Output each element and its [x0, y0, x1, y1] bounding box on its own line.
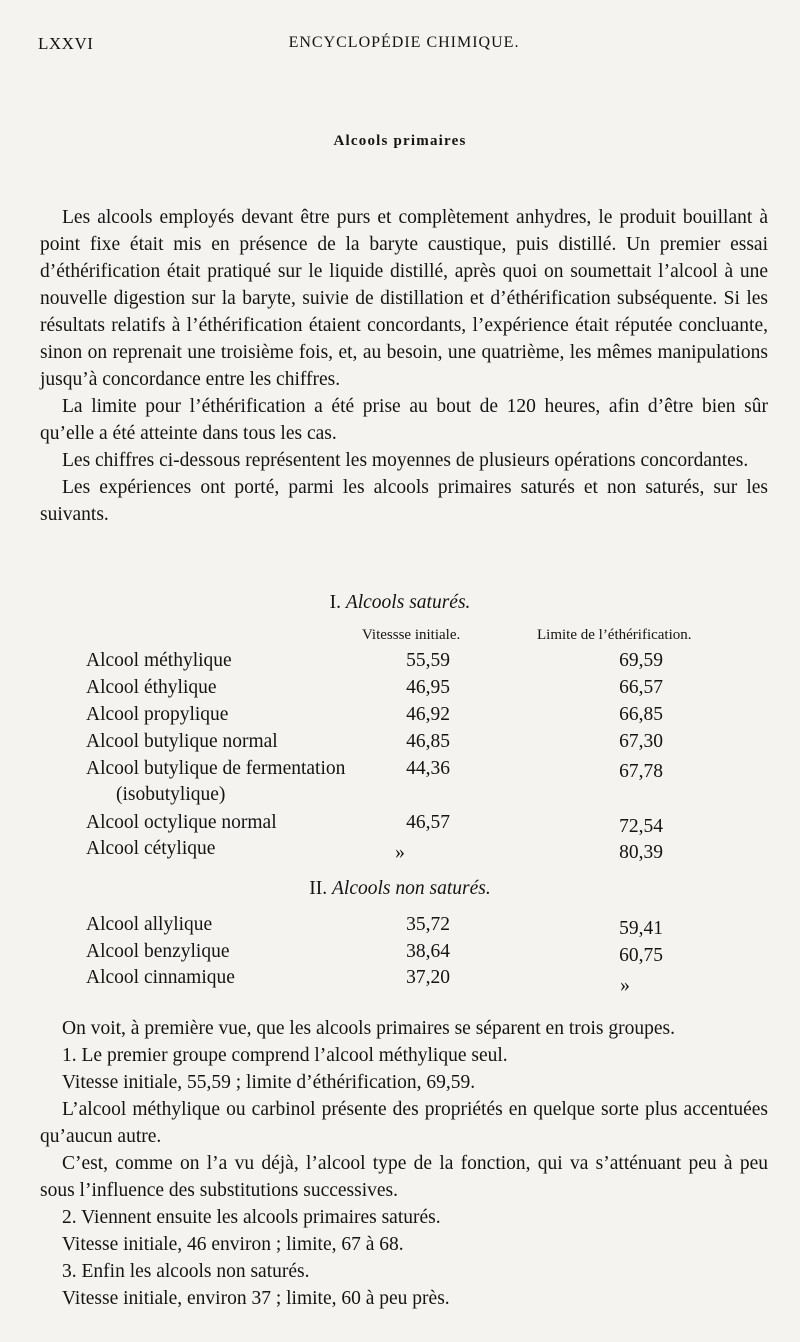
table-row — [0, 812, 800, 838]
group-heading — [0, 592, 800, 614]
alcohol-name: Alcool éthylique — [86, 677, 217, 698]
alcohol-name: Alcool allylique — [86, 914, 213, 935]
alcohol-name: Alcool butylique normal — [86, 731, 278, 752]
initial-speed: 46,95 — [406, 677, 450, 698]
alcohol-name: Alcool cinnamique — [86, 967, 235, 988]
paragraph: Vitesse initiale, 46 environ ; limite, 67 à 68. — [62, 1234, 404, 1255]
initial-speed: » — [395, 842, 405, 863]
paragraph: 3. Enfin les alcools non saturés. — [62, 1261, 310, 1282]
paragraph: Vitesse initiale, 55,59 ; limite d’éthérification, 69,59. — [62, 1072, 476, 1093]
page-header — [38, 34, 770, 58]
alcohol-name: Alcool propylique — [86, 704, 229, 725]
alcohol-name: Alcool benzylique — [86, 941, 230, 962]
table-row — [0, 677, 800, 703]
etherification-limit: 66,85 — [619, 704, 663, 725]
running-title: ENCYCLOPÉDIE CHIMIQUE. — [288, 34, 520, 51]
group-heading — [0, 878, 800, 900]
paragraph: Les expériences ont porté, parmi les alcools primaires saturés et non saturés, sur les suivants. — [40, 477, 768, 525]
initial-speed: 46,57 — [406, 812, 450, 833]
table-row — [0, 941, 800, 967]
paragraph: C’est, comme on l’a vu déjà, l’alcool type de la fonction, qui va s’atténuant peu à peu sous l’influence des substitutions successives. — [40, 1153, 768, 1201]
alcohol-name: Alcool méthylique — [86, 650, 232, 671]
group-numeral: I. — [329, 592, 341, 613]
group-title: Alcools saturés. — [345, 592, 471, 613]
table-row — [0, 650, 800, 676]
table-row — [0, 838, 800, 864]
etherification-limit: 80,39 — [619, 842, 663, 863]
initial-speed: 46,92 — [406, 704, 450, 725]
paragraph: Vitesse initiale, environ 37 ; limite, 60 à peu près. — [62, 1288, 450, 1309]
etherification-limit: 72,54 — [619, 816, 663, 837]
initial-speed: 37,20 — [406, 967, 450, 988]
group-title: Alcools non saturés. — [332, 878, 491, 899]
alcohol-name: Alcool octylique normal — [86, 812, 277, 833]
conclusion-text — [40, 1015, 768, 1312]
table-row — [0, 914, 800, 940]
etherification-limit: » — [620, 975, 630, 996]
table-row — [0, 758, 800, 784]
initial-speed: 44,36 — [406, 758, 450, 779]
table-row — [0, 731, 800, 757]
paragraph: On voit, à première vue, que les alcools primaires se séparent en trois groupes. — [62, 1018, 675, 1039]
etherification-limit: 67,78 — [619, 761, 663, 782]
paragraph: La limite pour l’éthérification a été prise au bout de 120 heures, afin d’être bien sûr qu’elle a été atteinte dans tous les cas. — [40, 396, 768, 444]
table-row — [0, 967, 800, 996]
table-row — [0, 704, 800, 730]
page-folio: LXXVI — [38, 34, 94, 53]
initial-speed: 35,72 — [406, 914, 450, 935]
initial-speed: 55,59 — [406, 650, 450, 671]
etherification-limit: 66,57 — [619, 677, 663, 698]
column-header-limit: Limite de l’éthérification. — [537, 627, 692, 643]
etherification-limit: 69,59 — [619, 650, 663, 671]
initial-speed: 38,64 — [406, 941, 450, 962]
group-numeral: II. — [309, 878, 328, 899]
paragraph: 2. Viennent ensuite les alcools primaires saturés. — [62, 1207, 441, 1228]
alcohol-name: Alcool butylique de fermentation — [86, 758, 346, 779]
etherification-limit: 67,30 — [619, 731, 663, 752]
alcohol-name: Alcool cétylique — [86, 838, 216, 859]
paragraph: Les alcools employés devant être purs et complètement anhydres, le produit bouillant à point fixe était mis en présence de la baryte caustique, puis distillé. Un premier essai d’éthérification était pratiqué sur le liquide distillé, après quoi on soumettait l’alcool à une nouvelle digestion sur la baryte, suivie de distillation et d’éthérification subséquente. Si les résultats relatifs à l’éthérification étaient concordants, l’expérience était réputée concluante, sinon on reprenait une troisième fois, et, au besoin, une quatrième, les mêmes manipulations jusqu’à concordance entre les chiffres. — [40, 207, 768, 390]
alcohol-name-subline: (isobutylique) — [116, 784, 226, 805]
etherification-limit: 59,41 — [619, 918, 663, 939]
table-row-continuation — [0, 784, 800, 810]
etherification-limit: 60,75 — [619, 945, 663, 966]
paragraph: L’alcool méthylique ou carbinol présente des propriétés en quelque sorte plus accentuées qu’aucun autre. — [40, 1099, 768, 1147]
intro-text — [40, 204, 768, 528]
paragraph: 1. Le premier groupe comprend l’alcool méthylique seul. — [62, 1045, 508, 1066]
initial-speed: 46,85 — [406, 731, 450, 752]
section-title: Alcools primaires — [333, 133, 467, 149]
paragraph: Les chiffres ci-dessous représentent les moyennes de plusieurs opérations concordantes. — [62, 450, 749, 471]
column-header-initial: Vitessse initiale. — [362, 627, 461, 643]
